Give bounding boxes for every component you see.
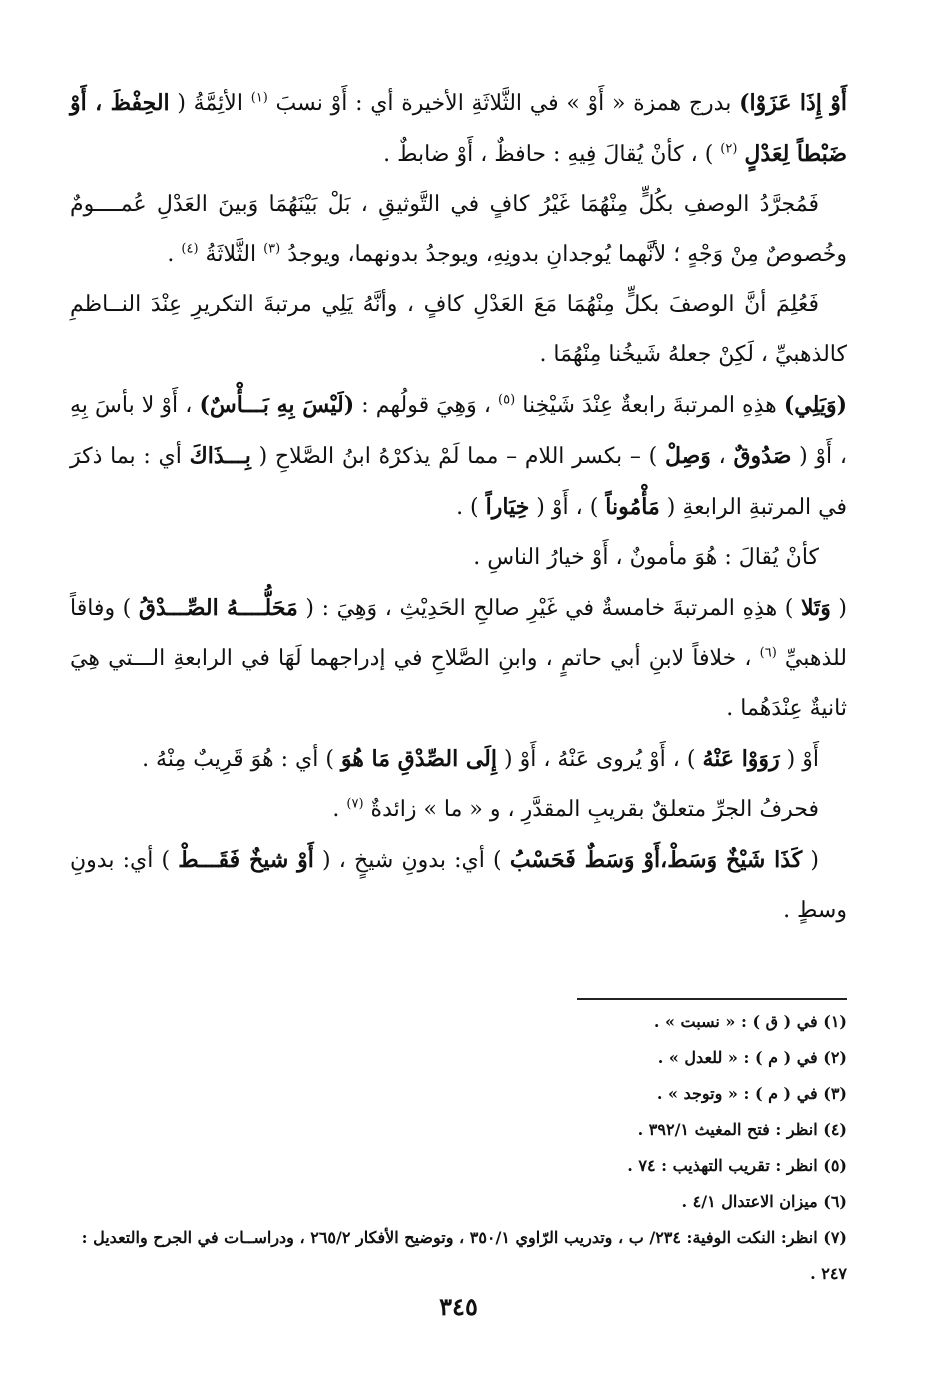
footnote-reference: (٦) [759,645,777,661]
text-run: كأنْ يُقالَ : هُوَ مأمونٌ ، أَوْ خيارُ الناسِ . [473,545,819,570]
paragraph [70,180,847,280]
footnote-item: (٧) انظر: النكت الوفية: ٢٣٤/ ب ، وتدريب الرّاوي ٣٥٠/١ ، وتوضيح الأفكار ٢٦٥/٢ ، ودراســات في الجرح والتعديل : ٢٤٧ . [81,1228,847,1283]
highlighted-term: كَذَا شَيْخٌ وَسَطْ،أَوْ وَسَطٌ فَحَسْبُ [509,847,803,873]
footnote-item: (١) في ( ق ) : « نسبت » . [653,1012,847,1031]
highlighted-term: وَصِلْ [664,443,711,469]
paragraph [70,533,847,583]
text-run: أَوْ ( [779,747,819,772]
text-run: ) أي : هُوَ قَرِيبٌ مِنْهُ . [142,747,341,772]
text-run: ) . [456,495,486,520]
text-run: أي : بما ذكرَ في المرتبةِ الرابعةِ ( [70,444,847,520]
text-run: ( [802,848,820,873]
highlighted-term: رَوَوْا عَنْهُ [702,746,780,772]
paragraph [70,785,847,835]
text-run: ، خلافاً لابنِ أبي حاتمٍ ، وابنِ الصَّلاحِ في إدراجهما لَهَا في الرابعةِ الـــتي هِيَ ثانيةٌ عِنْدَهُما . [70,646,847,721]
highlighted-term: أَوْ إِذَا عَزَوْا) [739,90,848,116]
paragraph [70,78,847,180]
text-run: فَمُجرَّدُ الوصفِ بكُلٍّ مِنْهُمَا غَيْرُ كافٍ في التَّوثيقِ ، بَلْ بَيْنَهُمَا وَبينَ العَدْلِ عُمــــومٌ وخُصوصٌ مِنْ وَجْهٍ ؛ لأنَّهما يُوجدانِ بدونِهِ، ويوجدُ بدونهما، ويوجدُ [70,192,847,267]
main-text [70,78,847,936]
text-run: ) ، أَوْ يُروى عَنْهُ ، أَوْ ( [497,747,703,772]
text-run: ( [830,596,848,621]
footnote-reference: (٤) [181,241,199,257]
text-run: ، أَوْ لا بأسَ بِهِ ، أَوْ ( [70,393,847,469]
text-run: بدرج همزة « أَوْ » في الثَّلاثَةِ الأخيرة أي : أَوْ نسبَ [267,91,740,116]
text-run: ) ، أَوْ ( [529,495,606,520]
text-run: هذِهِ المرتبةَ رابعةٌ عِنْدَ شَيْخِنا [515,393,784,418]
text-run: ) – بكسر اللام – مما لَمْ يذكرْهُ ابنُ الصَّلاحِ ( [250,444,665,469]
page-number: ٣٤٥ [439,1292,478,1321]
text-run: الأئِمَّةُ ( [169,91,251,116]
highlighted-term: إِلَى الصِّدْقِ مَا هُوَ [340,746,498,772]
text-run: . [332,797,347,822]
text-run: ) ، كأنْ يُقالَ فِيهِ : حافظٌ ، أَوْ ضابطٌ . [383,142,721,167]
paragraph [70,835,847,936]
highlighted-term: بِـــذَاكَ [189,443,251,469]
text-run: ) أي: بدونِ وسطٍ . [70,848,847,923]
paragraph [70,380,847,533]
footnote-reference: (٧) [346,796,364,812]
footnote-reference: (٥) [498,392,516,408]
footnote-item: (٤) انظر : فتح المغيث ٣٩٢/١ . [637,1120,847,1139]
book-page [70,78,847,1375]
text-run: ، [710,444,734,469]
highlighted-term: أَوْ شيخٌ فَقَـــطْ [178,847,314,873]
highlighted-term: خِيَاراً [485,494,530,520]
footnote-reference: (٣) [263,241,281,257]
paragraph [70,583,847,734]
highlighted-term: (لَيْسَ بِهِ بَـــأْسٌ) [199,392,355,418]
footnote-item: (٦) ميزان الاعتدال ٤/١ . [681,1192,847,1211]
paragraph [70,734,847,785]
highlighted-term: مَحَلُّــــهُ الصِّـــدْقُ [138,595,298,621]
text-run: ) وفاقاً للذهبيِّ [70,596,848,671]
text-run: ) أي: بدونِ شيخٍ ، ( [313,848,510,873]
highlighted-term: (وَيَلِي) [783,392,848,418]
text-run: . [167,242,182,267]
footnote-item: (٣) في ( م ) : « وتوجد » . [656,1084,847,1103]
footnote-divider [577,998,847,1000]
footnotes [70,1004,847,1292]
text-run: ، وَهِيَ قولُهم : [354,393,499,418]
text-run: فحرفُ الجرِّ متعلقٌ بقريبِ المقدَّرِ ، و « ما » زائدةٌ [363,797,819,822]
text-run: فَعُلِمَ أنَّ الوصفَ بكلٍّ مِنْهُمَا مَعَ العَدْلِ كافٍ ، وأنَّهُ يَلِي مرتبةَ التكريرِ عِنْدَ النــاظمِ كالذهبيِّ ، لَكِنْ جعلهُ شَيخُنا مِنْهُمَا . [70,292,847,367]
highlighted-term: صَدُوقٌ [733,443,792,469]
text-run: ) هذِهِ المرتبةَ خامسةٌ في غَيْرِ صالحِ الحَدِيْثِ ، وَهِيَ : ( [297,596,801,621]
footnote-reference: (٢) [720,141,738,157]
highlighted-term: مَأْمُوناً [605,494,660,520]
text-run: الثَّلاثَةُ [198,242,264,267]
highlighted-term: الحِفْظَ ، أَوْ ضَبْطاً لِعَدْلٍ [70,90,847,167]
footnote-item: (٥) انظر : تقريب التهذيب : ٧٤ . [627,1156,847,1175]
paragraph [70,280,847,380]
footnote-reference: (١) [250,90,268,106]
highlighted-term: وَتَلا [800,595,831,621]
footnote-item: (٢) في ( م ) : « للعدل » . [657,1048,847,1067]
